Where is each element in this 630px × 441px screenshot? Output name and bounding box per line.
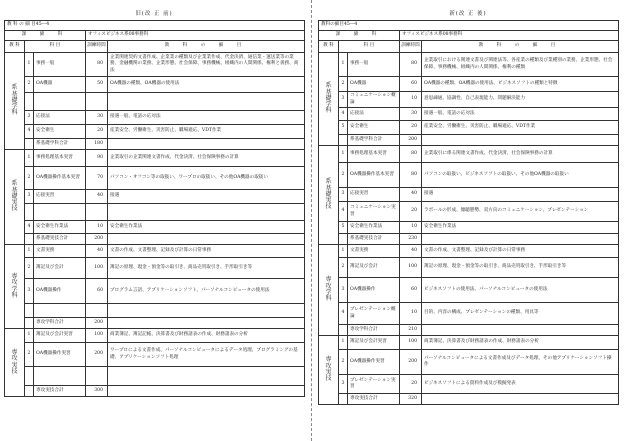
group-total-row [5,139,305,150]
row-number: 2 [339,163,348,188]
header-subject-category: 教 科 [5,41,25,53]
total-details-blank [422,135,619,146]
table-row [319,108,619,121]
subject-name: プレゼンテーション概論 [348,303,400,325]
subject-name: 簿記及び会計 [34,258,86,279]
subject-details: 接遇 [108,190,305,204]
total-blank [339,234,348,245]
subject-name [34,367,86,386]
table-row [5,204,305,221]
table-row [319,350,619,375]
header-subject: 科 目 [25,41,86,53]
subject-details: 接遇 [422,188,619,202]
meta-row [5,21,305,31]
subject-details: 接遇一般、電話の応対法 [422,108,619,121]
group-name: 系基礎実技 [325,178,333,211]
table-row [319,188,619,202]
total-label: 系基礎実技合計 [34,234,86,245]
training-hours: 40 [400,188,422,202]
training-hours: 80 [400,163,422,188]
row-number: 1 [25,53,34,77]
total-blank [339,135,348,146]
header-details: 教 科 の 細 目 [108,41,305,53]
total-label: 系基礎実技合計 [348,234,400,245]
row-number: 2 [25,167,34,190]
subject-details: 商業簿記、簿記記帳、決算書及び財務諸表の作成、財務諸表の分析 [108,329,305,343]
subject-details: OA機器の種類、OA機器の使用法 [108,77,305,93]
row-number: 2 [25,343,34,367]
row-number: 1 [25,329,34,343]
total-details-blank [108,386,305,397]
row-number [25,367,34,386]
total-label: 系基礎学科合計 [34,139,86,150]
row-number: 3 [339,375,348,394]
training-hours: 100 [400,258,422,278]
training-hours: 80 [400,53,422,77]
course-row [319,31,619,41]
row-number: 1 [25,245,34,258]
group-label [319,146,339,245]
table-row [319,92,619,108]
total-hours: 200 [400,135,422,146]
table-row [5,221,305,234]
row-number: 3 [25,111,34,125]
total-label: 専攻学科合計 [34,318,86,329]
total-label: 専攻学科合計 [348,325,400,336]
subject-details: 簿記の原理、現金・預金等の取引き、商品売買取引き、手形取引き等 [422,258,619,278]
training-hours: 80 [86,53,108,77]
total-label: 専攻実技合計 [34,386,86,397]
table-row [319,336,619,350]
table-row [319,121,619,135]
subject-name: 文書実務 [34,245,86,258]
page-caption-new: 新(改 正 後) [449,11,487,17]
subject-name: 安全衛生作業法 [348,222,400,234]
subject-name: 事務処理基本実習 [34,150,86,167]
subject-name: コミュニケーション実習 [348,202,400,222]
subject-name: OA機器操作実習 [34,343,86,367]
subject-name: OA機器操作 [348,278,400,303]
subject-details: 簿記の原理、現金・預金等の取引き、商品売買取引き、手形取引き等 [108,258,305,279]
total-hours: 300 [86,386,108,397]
row-number: 2 [339,350,348,375]
table-row [5,245,305,258]
group-label [319,336,339,405]
course-name: オフィスビジネス系08事務科 [86,31,305,41]
group-name: 系基礎学科 [11,84,19,117]
subject-details: 商業簿記、決算書及び財務諸表の作成、財務諸表の分析 [422,336,619,350]
subject-name: 安全衛生 [34,125,86,139]
training-hours: 70 [86,167,108,190]
total-hours: 210 [400,325,422,336]
row-number: 3 [25,279,34,304]
subject-details: 企業取引に係る関連文書作成、代金決済、社会保険事務の計算 [422,146,619,163]
subject-name: OA機器 [34,77,86,93]
total-blank [25,234,34,245]
subject-details: 企業取引における関連文書及び関連法等、各産業の種類及び業種別の業務、企業形態、社会保障、事務機械、組織内の人間関係、権利の種類 [422,53,619,77]
subject-name [34,304,86,318]
table-row [319,53,619,77]
training-hours [86,93,108,111]
training-hours: 40 [400,245,422,258]
table-row [319,202,619,222]
old-version-page [4,0,304,441]
subject-details: 意思疎通、協調性、自己表現能力、問題解決能力 [422,92,619,108]
row-number: 3 [25,190,34,204]
training-hours: 20 [400,202,422,222]
table-row [5,329,305,343]
group-name: 専攻学科 [11,272,19,299]
table-row [5,279,305,304]
subject-name: OA機器操作基本実習 [348,163,400,188]
row-number: 2 [25,258,34,279]
subject-name: 安全衛生 [348,121,400,135]
curriculum-table-new [318,20,619,405]
table-row [319,303,619,325]
subject-name: OA機器操作 [34,279,86,304]
subject-name: 応接法 [34,111,86,125]
total-details-blank [108,234,305,245]
table-row [5,53,305,77]
training-hours: 80 [400,146,422,163]
subject-details: パーソナルコンピュータによる文書作成及びデータ処理、その他アプリケーションソフト操作 [422,350,619,375]
table-row [319,245,619,258]
row-number: 3 [339,278,348,303]
row-number: 5 [339,121,348,135]
group-name: 系基礎実技 [11,180,19,213]
subject-details: 企業関連契約文書作成、企業業の種類及び企業業作成、代金決済、通信業・運送業等の業務、金融機関の業務、企業形態、社会保障、事務機械、組織内の人間関係、権利と義務、商法 [108,53,305,77]
total-hours: 180 [86,139,108,150]
subject-details: パソコン・オフコン等の取扱い、ワープロの取扱い、その他OA機器の取扱い [108,167,305,190]
header-details: 教 科 の 細 目 [422,41,619,53]
training-hours: 10 [400,303,422,325]
subject-details: 産業安全、労働衛生、災害防止、職場適応、VDT作業 [108,125,305,139]
table-row [319,258,619,278]
training-hours: 100 [86,329,108,343]
training-hours: 60 [400,278,422,303]
subject-name: 文書実務 [348,245,400,258]
header-hours: 訓練時間 [86,41,108,53]
subject-details: パソコンの取扱い、ビジネスソフトの取扱い、その他OA機器の取扱い [422,163,619,188]
table-row [5,77,305,93]
table-row [5,190,305,204]
group-name: 専攻学科 [325,276,333,303]
subject-details: 文書の作成、文書整理、記録及び計算の日常事務 [108,245,305,258]
total-hours: 230 [400,234,422,245]
table-row [5,304,305,318]
training-hours: 200 [86,343,108,367]
total-blank [25,386,34,397]
subject-details: OA機器の種類、OA機器の使用法、ビジネスソフトの種類と特徴 [422,77,619,92]
subject-details: 安全衛生作業法 [422,222,619,234]
row-number: 2 [339,258,348,278]
subject-name: 簿記及び会計 [348,258,400,278]
training-hours: 40 [86,190,108,204]
total-details-blank [422,325,619,336]
training-hours: 100 [400,336,422,350]
subject-details: 接遇一般、電話の応対法 [108,111,305,125]
row-number: 2 [25,77,34,93]
subject-details [108,204,305,221]
total-details-blank [422,234,619,245]
total-hours: 320 [400,394,422,405]
row-number: 1 [339,53,348,77]
row-number: 3 [339,188,348,202]
subject-name: OA機器操作基本実習 [34,167,86,190]
subject-details: ワープロによる文書作成、パーソナルコンピュータによるデータ処理、プログラミングの基礎、アプリケーションソフト処理 [108,343,305,367]
subject-details: ビジネスソフトによる資料作成及び模擬発表 [422,375,619,394]
subject-name: コミュニケーション概論 [348,92,400,108]
subject-details: 目的、内容の構成、プレゼンテーションの種類、用具等 [422,303,619,325]
training-hours: 30 [400,108,422,121]
group-total-row [5,234,305,245]
column-header-row [5,41,305,53]
table-row [319,77,619,92]
subject-details [108,93,305,111]
header-subject-category: 教 科 [319,41,339,53]
group-name: 系基礎学科 [325,82,333,115]
total-details-blank [422,394,619,405]
subject-name: 安全衛生作業法 [34,221,86,234]
row-number: 2 [339,77,348,92]
subject-details: 企業取引の企業関連文書作成、代金決済、社会保険事務の計算 [108,150,305,167]
group-label [5,53,25,150]
subject-details: ビジネスソフトの使用法、パーソナルコンピュータの使用法 [422,278,619,303]
group-label [5,329,25,397]
subject-name: 応接実習 [348,188,400,202]
table-row [5,111,305,125]
row-number [25,304,34,318]
row-number: 1 [339,336,348,350]
training-hours: 20 [86,125,108,139]
header-hours: 訓練時間 [400,41,422,53]
subject-details: 産業安全、労働衛生、災害防止、職場適応、VDT作業 [422,121,619,135]
column-header-row [319,41,619,53]
subject-details: 文書の作成、文書整理、記録及び計算の日常事務 [422,245,619,258]
training-hours: 10 [400,222,422,234]
training-hours: 50 [86,77,108,93]
row-number: 4 [339,202,348,222]
subject-name: 事務一般 [348,53,400,77]
meta-label: 教 科 の 細 目45―4 [5,21,305,31]
row-number: 4 [339,303,348,325]
subject-name: 事務処理基本実習 [348,146,400,163]
course-label: 課 綿 科 [319,31,400,41]
course-label: 課 綿 科 [5,31,86,41]
training-hours [86,304,108,318]
subject-name: 事務一般 [34,53,86,77]
total-blank [25,139,34,150]
group-total-row [319,394,619,405]
training-hours: 20 [400,121,422,135]
row-number: 5 [339,222,348,234]
page-caption-old: 旧(改 正 前) [135,11,173,17]
training-hours [86,367,108,386]
total-details-blank [108,139,305,150]
training-hours: 20 [400,375,422,394]
table-row [5,167,305,190]
group-total-row [5,386,305,397]
row-number [25,204,34,221]
subject-name: 簿記及び会計実習 [34,329,86,343]
header-subject: 科 目 [339,41,400,53]
table-row [5,343,305,367]
total-details-blank [108,318,305,329]
group-total-row [319,135,619,146]
row-number [25,93,34,111]
subject-name: 応接実習 [34,190,86,204]
training-hours: 90 [86,150,108,167]
total-blank [339,394,348,405]
total-label: 系基礎学科合計 [348,135,400,146]
row-number: 4 [25,221,34,234]
curriculum-table-old [4,20,305,397]
group-label [319,53,339,146]
row-number: 1 [339,245,348,258]
subject-details [108,367,305,386]
total-blank [339,325,348,336]
training-hours: 100 [86,258,108,279]
row-number: 4 [25,125,34,139]
training-hours: 200 [400,350,422,375]
subject-name [34,93,86,111]
subject-name: 簿記及び会計実習 [348,336,400,350]
total-blank [25,318,34,329]
row-number: 1 [339,146,348,163]
training-hours: 10 [86,221,108,234]
subject-details [108,304,305,318]
group-name: 専攻実技 [325,356,333,383]
row-number: 4 [339,108,348,121]
table-row [319,222,619,234]
meta-label: 教科の細目45―4 [319,21,619,31]
course-name: オフィスビジネス系08事務科 [400,31,619,41]
subject-details: 安全衛生作業法 [108,221,305,234]
training-hours: 60 [400,77,422,92]
new-version-page [318,0,618,441]
table-row [5,93,305,111]
table-row [5,258,305,279]
table-row [5,125,305,139]
table-row [319,278,619,303]
subject-details: プログラム言語、アプリケーションソフト、パーソナルコンピュータの使用法 [108,279,305,304]
training-hours: 40 [86,245,108,258]
subject-name: プレゼンテーション実習 [348,375,400,394]
group-label [5,245,25,329]
group-label [5,150,25,245]
training-hours [86,204,108,221]
training-hours: 60 [86,279,108,304]
group-total-row [5,318,305,329]
table-row [5,367,305,386]
table-row [319,163,619,188]
subject-name: 応接法 [348,108,400,121]
group-total-row [319,234,619,245]
training-hours: 30 [86,111,108,125]
subject-name: OA機器操作実習 [348,350,400,375]
total-hours: 200 [86,318,108,329]
total-hours: 200 [86,234,108,245]
center-fold-line [311,0,312,441]
subject-name: OA機器 [348,77,400,92]
course-row [5,31,305,41]
subject-details: ラポールの形成、傾聴態勢、双方向のコミュニケーション、プレゼンテーション [422,202,619,222]
row-number: 3 [339,92,348,108]
table-row [319,146,619,163]
group-name: 専攻実技 [11,348,19,375]
row-number: 1 [25,150,34,167]
total-label: 専攻実技合計 [348,394,400,405]
training-hours: 10 [400,92,422,108]
table-row [319,375,619,394]
meta-row [319,21,619,31]
group-label [319,245,339,336]
subject-name [34,204,86,221]
group-total-row [319,325,619,336]
table-row [5,150,305,167]
